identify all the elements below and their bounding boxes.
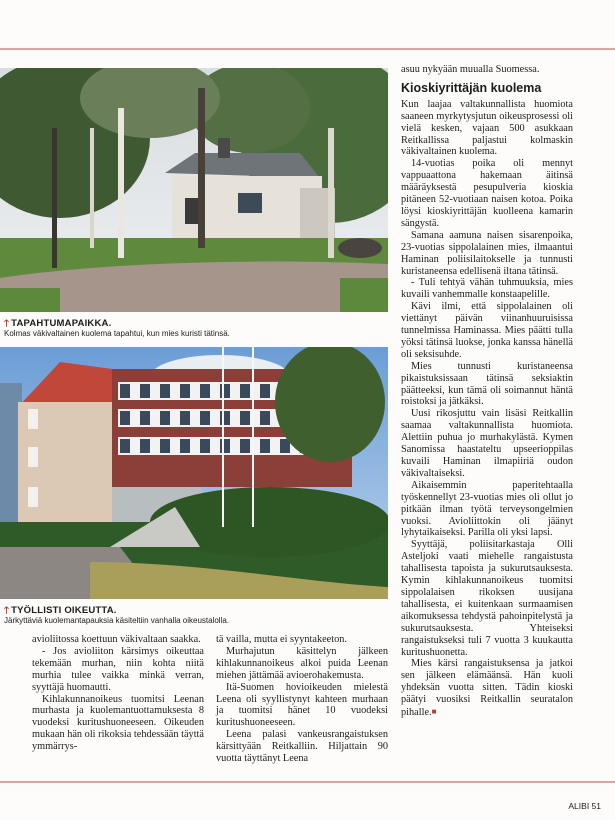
page-footer: ALIBI 51 [568, 801, 601, 811]
paragraph: Samana aamuna naisen sisarenpoika, 23-vuotias sippolalainen mies, ilmaantui Haminan poliisilaitokselle ja tunnusti kuristaneensa edellisenä iltana tätinsä. [401, 229, 573, 277]
photo2-caption-title-text: TYÖLLISTI OIKEUTTA. [11, 605, 117, 616]
paragraph: Kävi ilmi, että sippolalainen oli viettänyt päivän viinanhuuruisissa tunnelmissa Haminassa. Mies päätti tulla yöksi tätinsä luokse, jonka kanssa hänellä oli seksisuhde. [401, 301, 573, 360]
paragraph: Kihlakunnanoikeus tuomitsi Leenan murhasta ja kuolemantuottamuksesta 8 vuodeksi kuritushuoneeseen. Oikeuden mukaan hän oli rikoksia tehdessään täyttä ymmärrys- [32, 693, 204, 753]
paragraph: Mies tunnusti kuristaneensa pikaistuksissaan tätinsä seksiaktin päätteeksi, kun tämä oli soimannut häntä roistoksi ja jätkäksi. [401, 360, 573, 408]
paragraph-text: Mies kärsi rangaistuksensa ja jatkoi sen jälkeen elämäänsä. Hän kuoli yhdeksän vuotta sitten. Tädin kioski päätyi vuosiksi Reitkallin seuratalon pihalle. [401, 658, 573, 719]
bottom-middle-column [216, 634, 388, 765]
end-mark-icon: ■ [431, 707, 437, 717]
bottom-left-column [32, 634, 204, 753]
photo2-caption-text: Järkyttäviä kuolemantapauksia käsiteltiin vanhalla oikeustalolla. [4, 616, 230, 625]
paragraph: tä vailla, mutta ei syyntakeeton. [216, 634, 347, 645]
paragraph: Kun laajaa valtakunnallista huomiota saaneen myrkytysjutun oikeusprosessi oli vielä kesken, vajaan 500 asukkaan Reitkallissa paljastui kolmaskin väkivaltainen kuolema. [401, 98, 573, 158]
paragraph: avioliitossa koettuun väkivaltaan saakka. [32, 634, 201, 645]
top-rule [0, 48, 615, 50]
paragraph: Uusi rikosjuttu vain lisäsi Reitkallin saamaa valtakunnallista huomiota. Alettiin puhua jo murhakylästä. Kymen Sanomissa haastateltu upseerioppilas kuvaili Haminan ilmapiiriä oudon väkivaltaiseksi. [401, 408, 573, 479]
paragraph: Leena palasi vankeusrangaistuksen kärsittyään Reitkalliin. Hiljattain 90 vuotta täyttänyt Leena [216, 729, 388, 765]
caption-arrow-icon: 🡑 [4, 318, 10, 329]
paragraph-last [401, 658, 573, 719]
right-column-lead: asuu nykyään muualla Suomessa. [401, 64, 540, 75]
paragraph: Murhajutun käsittelyn jälkeen kihlakunnanoikeus alkoi puida Leenan miehen jättämää avioerohakemusta. [216, 645, 388, 681]
photo1-caption-text: Kolmas väkivaltainen kuolema tapahtui, kun mies kuristi tätinsä. [4, 329, 230, 338]
paragraph: Syyttäjä, poliisitarkastaja Olli Asteljoki vaati miehelle rangaistusta tahallisesta tapoista ja sukurutsauksesta. Kymin kihlakunnanoikeus tuomitsi sippolalaisen rikoksen uusijana tahallisesta, ei kuitenkaan surmaamisen aikomuksessa tehdystä pahoinpitelystä ja sukurutsauksesta. Yhteiseksi rangaistukseksi tuli 7 vuotta 3 kuukautta kuritushuonetta. [401, 539, 573, 658]
paragraph: Aikaisemmin paperitehtaalla työskennellyt 23-vuotias mies oli ollut jo pitkään ilman työtä terveysongelmien vuoksi. Avioliittokin oli jäänyt lyhytaikaiseksi. Parilla oli yksi lapsi. [401, 479, 573, 539]
paragraph: Itä-Suomen hovioikeuden mielestä Leena oli syyllistynyt kahteen murhaan ja tuomitsi hänet 10 vuodeksi kuritushuoneeseen. [216, 681, 388, 729]
photo1-caption-title-text: TAPAHTUMAPAIKKA. [11, 318, 112, 329]
section-heading: Kioskiyrittäjän kuolema [401, 80, 542, 95]
paragraph: - Tuli tehtyä vähän tuhmuuksia, mies kuvaili vanhemmalle konstaapelille. [401, 277, 573, 301]
right-column [401, 64, 573, 719]
crime-scene-photo [0, 68, 388, 312]
courthouse-photo [0, 347, 388, 599]
paragraph: 14-vuotias poika oli mennyt vappuaattona hakemaan äitinsä määräyksestä pesupulveria kioskia pitäneen 52-vuotiaan naisen kotoa. Poika löysi kioskiyrittäjän kuolleena kamarin sängystä. [401, 158, 573, 229]
paragraph: - Jos avioliiton kärsimys oikeuttaa tekemään murhan, niin kohta niitä murhia tulee vaikka minkä verran, syyttäjä huomautti. [32, 645, 204, 693]
bottom-rule [0, 781, 615, 783]
caption-arrow-icon: 🡑 [4, 605, 10, 616]
